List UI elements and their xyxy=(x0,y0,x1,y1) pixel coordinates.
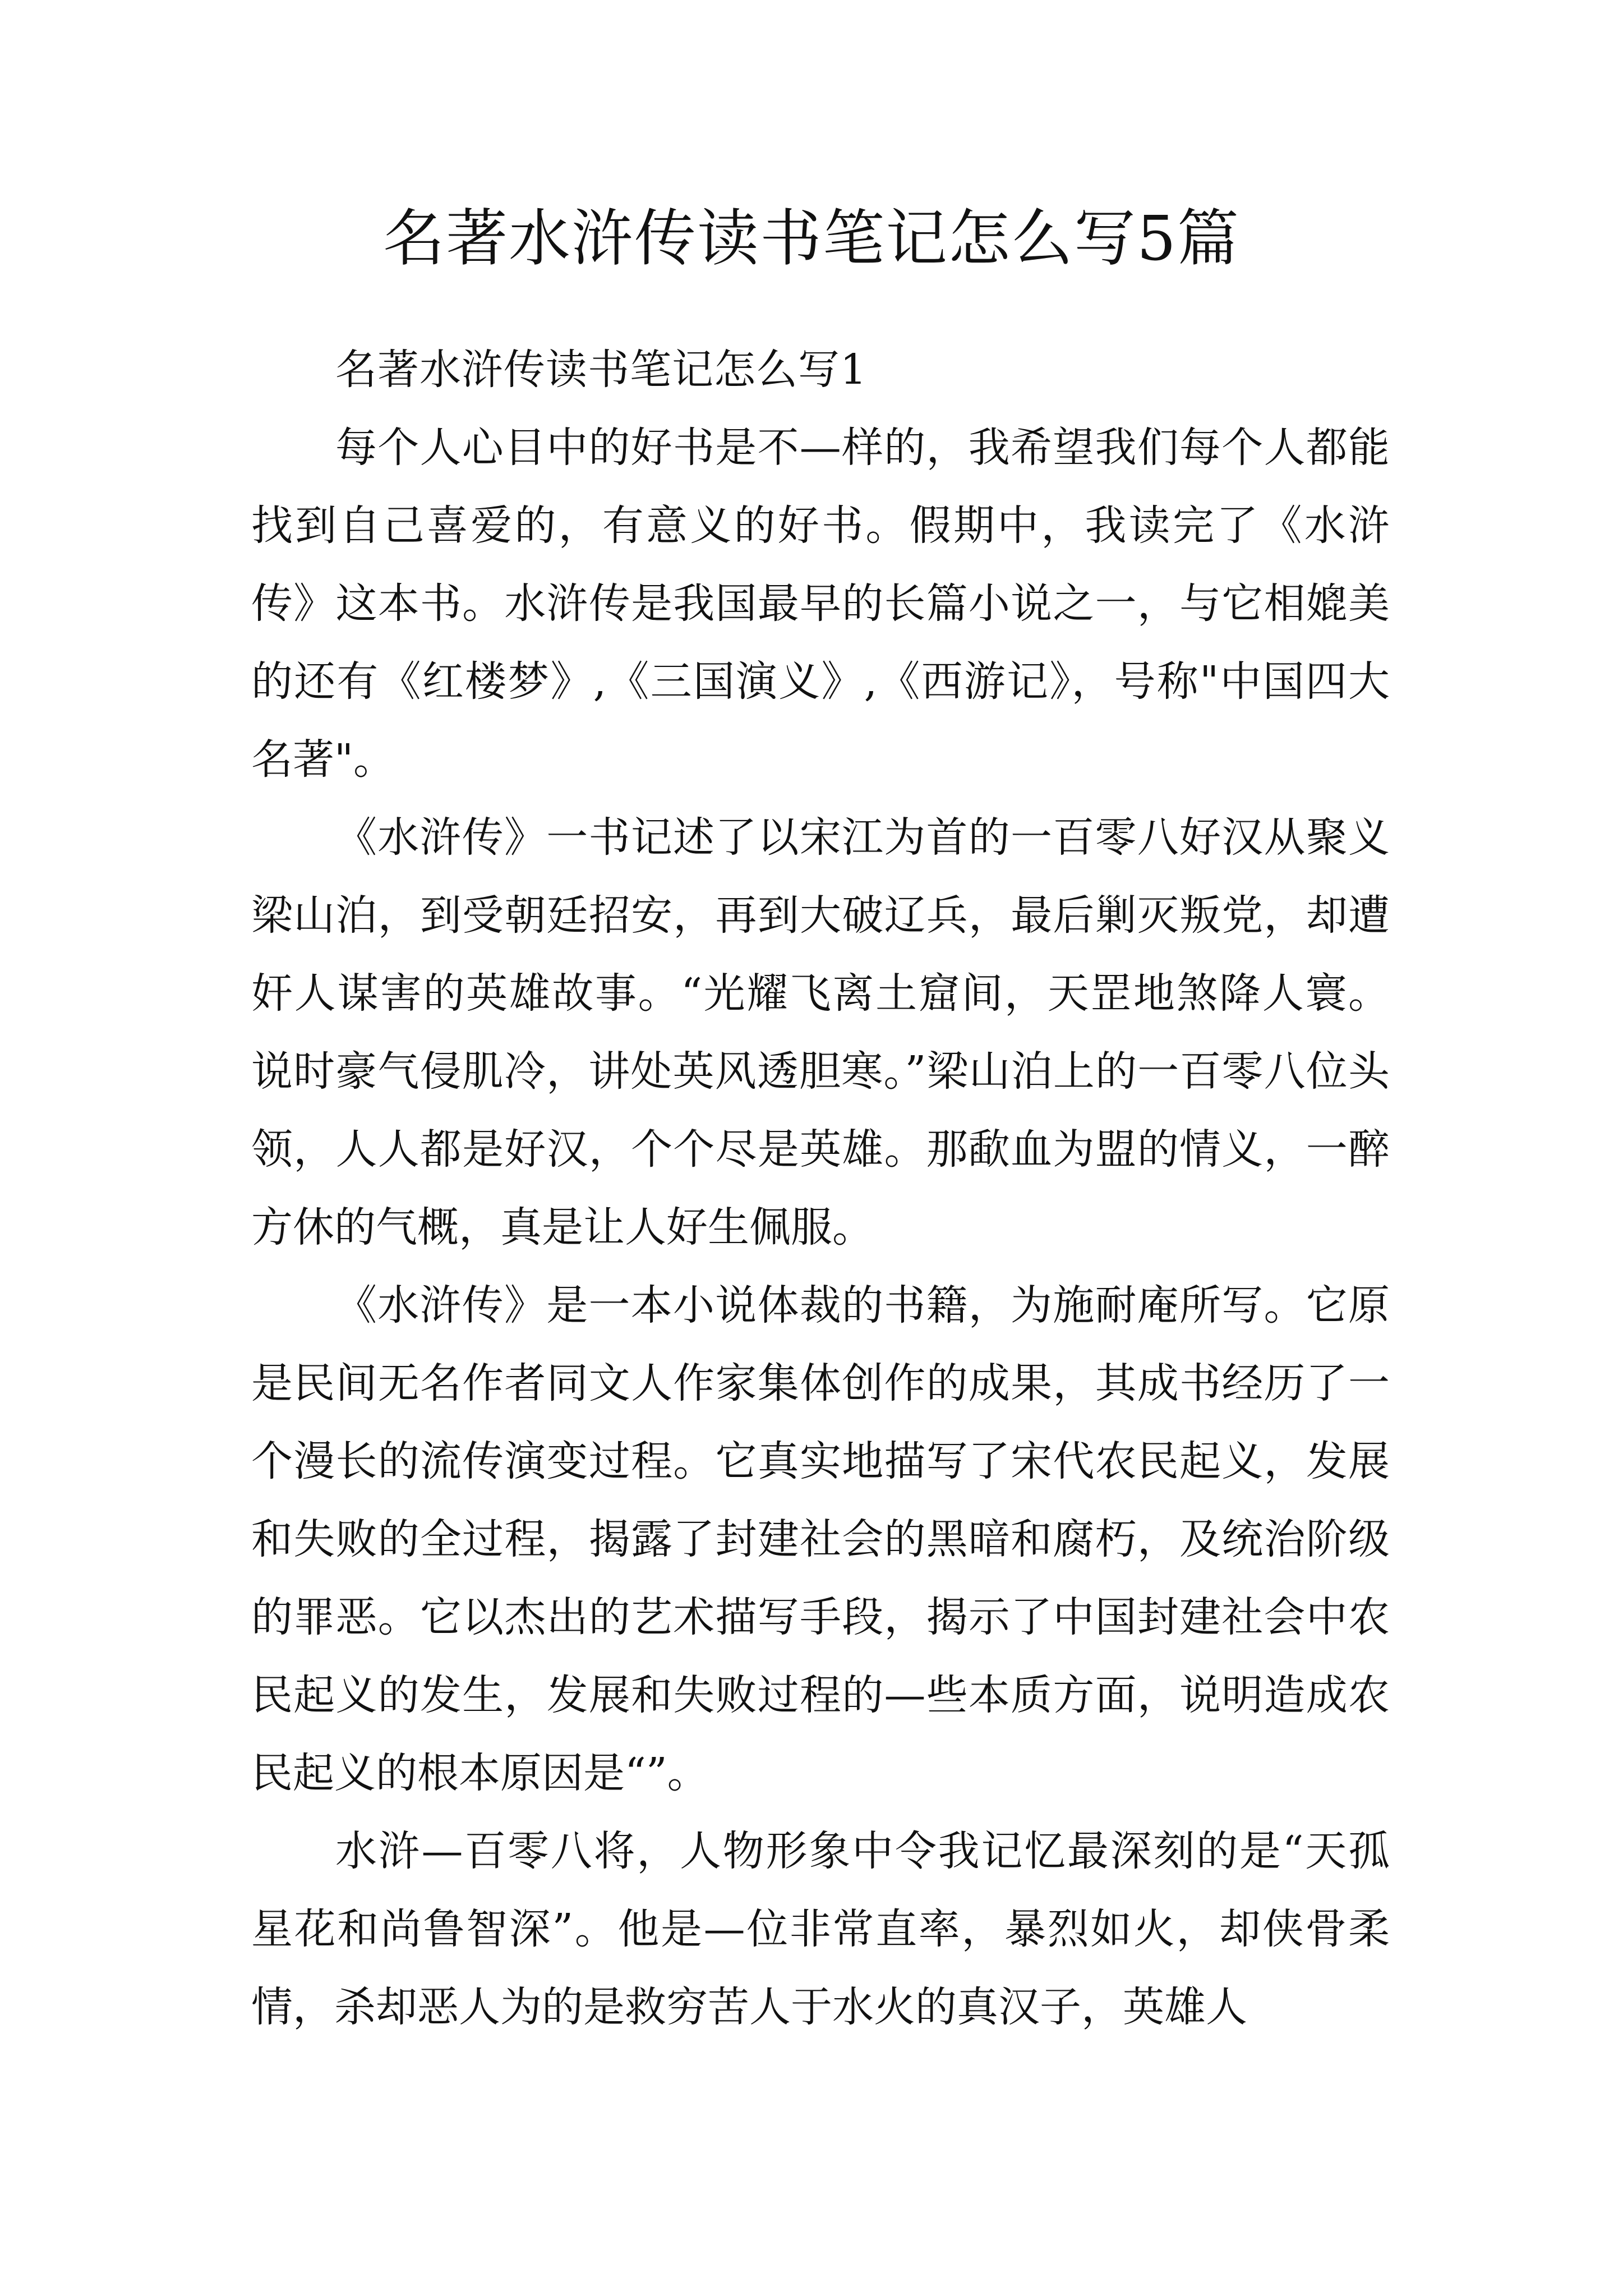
paragraph-3: 《水浒传》是一本小说体裁的书籍，为施耐庵所写。它原是民间无名作者同文人作家集体创作的成果，其成书经历了一个漫长的流传演变过程。它真实地描写了宋代农民起义，发展和失败的全过程，揭露了封建社会的黑暗和腐朽，及统治阶级的罪恶。它以杰出的艺术描写手段，揭示了中国封建社会中农民起义的发生，发展和失败过程的—些本质方面，说明造成农民起义的根本原因是“”。 xyxy=(251,1281,1390,1797)
document-body xyxy=(251,331,1390,2046)
paragraph-1: 每个人心目中的好书是不—样的，我希望我们每个人都能找到自己喜爱的，有意义的好书。假期中，我读完了《水浒传》这本书。水浒传是我国最早的长篇小说之一，与它相媲美的还有《红楼梦》,《三国演义》,《西游记》，号称"中国四大名著"。 xyxy=(251,424,1390,784)
document-title: 名著水浒传读书笔记怎么写5篇 xyxy=(383,203,1240,274)
paragraph-4: 水浒—百零八将，人物形象中令我记忆最深刻的是“天孤星花和尚鲁智深”。他是—位非常直率，暴烈如火，却侠骨柔情，杀却恶人为的是救穷苦人于水火的真汉子，英雄人 xyxy=(251,1827,1390,2031)
paragraph-2: 《水浒传》一书记述了以宋江为首的一百零八好汉从聚义梁山泊，到受朝廷招安，再到大破辽兵，最后剿灭叛党，却遭奸人谋害的英雄故事。“光耀飞离土窟间，天罡地煞降人寰。说时豪气侵肌冷，讲处英风透胆寒。”梁山泊上的一百零八位头领，人人都是好汉，个个尽是英雄。那歃血为盟的情义，一醉方休的气概，真是让人好生佩服。 xyxy=(251,813,1390,1251)
section-heading: 名著水浒传读书笔记怎么写1 xyxy=(335,346,868,394)
